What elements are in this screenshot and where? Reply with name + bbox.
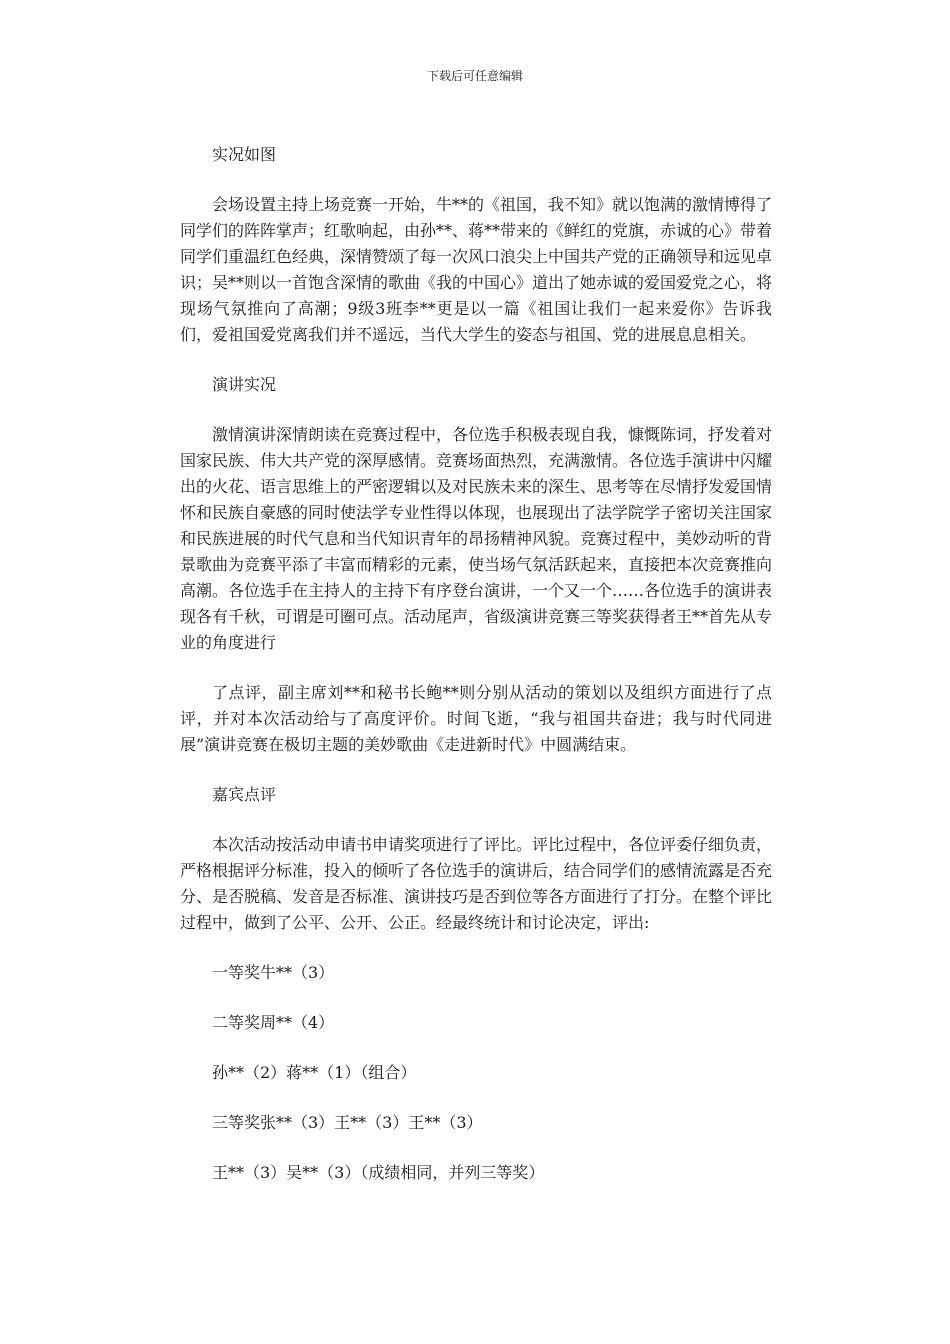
section-heading-guest-review: 嘉宾点评 — [212, 785, 277, 804]
award-first-prize: 一等奖牛**（3） — [212, 963, 335, 982]
document-body — [180, 142, 772, 1210]
award-second-prize-group: 孙**（2）蒋**（1）（组合） — [212, 1063, 417, 1082]
section-heading-live-photos: 实况如图 — [212, 145, 277, 164]
paragraph-review: 本次活动按活动申请书申请奖项进行了评比。评比过程中，各位评委仔细负责，严格根据评分标准，投入的倾听了各位选手的演讲后，结合同学们的感情流露是否充分、是否脱稿、发音是否标准、演讲技巧是否到位等各方面进行了打分。在整个评比过程中，做到了公平、公开、公正。经最终统计和讨论决定，评出: — [180, 835, 773, 932]
paragraph-opening: 会场设置主持上场竞赛一开始，牛**的《祖国，我不知》就以饱满的激情博得了同学们的阵阵掌声；红歌响起，由孙**、蒋**带来的《鲜红的党旗，赤诚的心》带着同学们重温红色经典，深情赞颂了每一次风口浪尖上中国共产党的正确领导和远见卓识；吴**则以一首饱含深情的歌曲《我的中国心》道出了她赤诚的爱国爱党之心，将现场气氛推向了高潮；9级3班李**更是以一篇《祖国让我们一起来爱你》告诉我们，爱祖国爱党离我们并不遥远，当代大学生的姿态与祖国、党的进展息息相关。 — [180, 195, 773, 344]
section-heading-speech-live: 演讲实况 — [212, 375, 277, 394]
paragraph-speech: 激情演讲深情朗读在竞赛过程中，各位选手积极表现自我，慷慨陈词，抒发着对国家民族、伟大共产党的深厚感情。竞赛场面热烈，充满激情。各位选手演讲中闪耀出的火花、语言思维上的严密逻辑以及对民族未来的深生、思考等在尽情抒发爱国情怀和民族自豪感的同时使法学专业性得以体现，也展现出了法学院学子密切关注国家和民族进展的时代气息和当代知识青年的昂扬精神风貌。竞赛过程中，美妙动听的背景歌曲为竞赛平添了丰富而精彩的元素，使当场气氛活跃起来，直接把本次竞赛推向高潮。各位选手在主持人的主持下有序登台演讲，一个又一个……各位选手的演讲表现各有千秋，可谓是可圈可点。活动尾声，省级演讲竞赛三等奖获得者王**首先从专业的角度进行 — [180, 425, 773, 652]
page-header: 下载后可任意编辑 — [426, 69, 523, 83]
paragraph-speech-continued: 了点评，副主席刘**和秘书长鲍**则分别从活动的策划以及组织方面进行了点评，并对本次活动给与了高度评价。时间飞逝，“我与祖国共奋进；我与时代同进展”演讲竞赛在极切主题的美妙歌曲《走进新时代》中圆满结束。 — [180, 683, 772, 754]
award-third-prize-tie: 王**（3）吴**（3）（成绩相同，并列三等奖） — [212, 1163, 545, 1182]
award-second-prize: 二等奖周**（4） — [212, 1013, 335, 1032]
award-third-prize: 三等奖张**（3）王**（3）王**（3） — [212, 1113, 483, 1132]
